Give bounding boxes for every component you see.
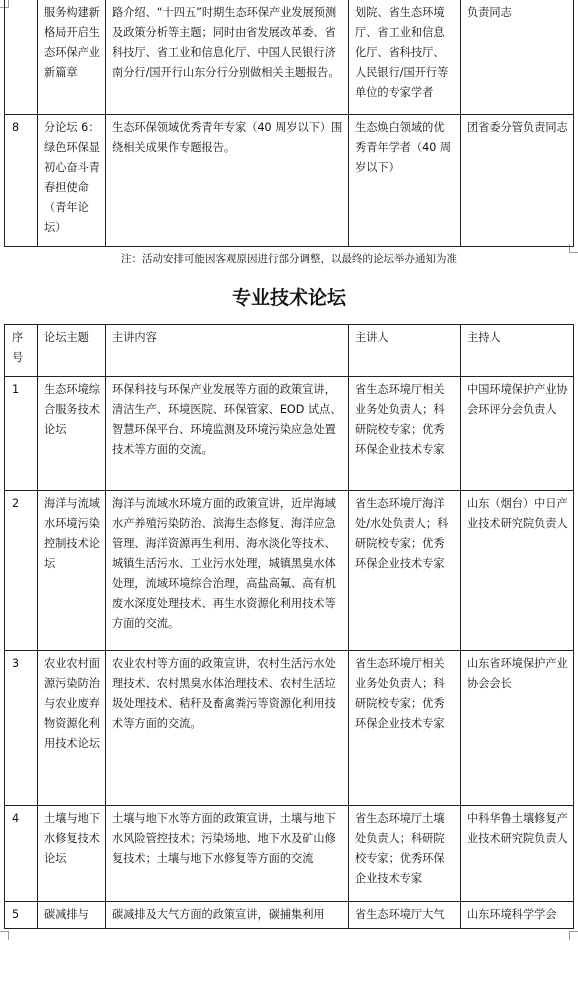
forum-content: 环保科技与环保产业发展等方面的政策宣讲，清洁生产、环境医院、环保管家、EOD 试点、智慧环保平台、环境监测及环境污染应急处置技术等方面的交流。 (106, 377, 349, 491)
table-row (5, 0, 574, 115)
row-number: 8 (5, 115, 38, 247)
forum-host: 中国环境保护产业协会环评分会负责人 (461, 377, 574, 491)
forum-content: 碳减排及大气方面的政策宣讲，碳捕集利用 (106, 902, 349, 929)
table-row (5, 902, 574, 929)
tech-forum-table (4, 324, 574, 929)
forum-speaker: 省生态环境厅海洋处/水处负责人；科研院校专家；优秀环保企业技术专家 (349, 491, 461, 651)
forum-theme: 土壤与地下水修复技术论坛 (38, 806, 106, 902)
forum-speaker: 省生态环境厅土壤处负责人；科研院校专家；优秀环保企业技术专家 (349, 806, 461, 902)
section-title: 专业技术论坛 (231, 287, 346, 309)
forum-content: 路介绍、“十四五”时期生态环保产业发展预测及政策分析等主题；同时由省发展改革委、省科技厅、省工业和信息化厅、中国人民银行济南分行/国开行山东分行分别做相关主题报告。 (106, 0, 349, 115)
forum-content: 海洋与流域水环境方面的政策宣讲，近岸海域水产养殖污染防治、滨海生态修复、海洋应急管理、海洋资源再生利用、海水淡化等技术、城镇生活污水、工业污水处理，城镇黑臭水体处理，流域环境综合治理，高盐高氟、高有机废水深度处理技术、再生水资源化利用技术等方面的交流。 (106, 491, 349, 651)
forum-host: 山东省环境保护产业协会会长 (461, 651, 574, 806)
table-row (5, 377, 574, 491)
forum-speaker: 划院、省生态环境厅、省工业和信息化厅、省科技厅、人民银行/国开行等单位的专家学者 (349, 0, 461, 115)
forum-host: 负责同志 (461, 0, 574, 115)
forum-speaker: 生态焕白领域的优秀青年学者（40 周岁以下） (349, 115, 461, 247)
header-theme: 论坛主题 (38, 325, 106, 377)
header-no: 序号 (5, 325, 38, 377)
forum-host: 中科华鲁土壤修复产业技术研究院负责人 (461, 806, 574, 902)
forum-theme: 服务构建新格局开启生态环保产业新篇章 (38, 0, 106, 115)
forum-host: 山东（烟台）中日产业技术研究院负责人 (461, 491, 574, 651)
forum-table-continued (4, 0, 574, 247)
row-number: 1 (5, 377, 38, 491)
forum-speaker: 省生态环境厅相关业务处负责人；科研院校专家；优秀环保企业技术专家 (349, 377, 461, 491)
row-number: 2 (5, 491, 38, 651)
forum-content: 生态环保领域优秀青年专家（40 周岁以下）围绕相关成果作专题报告。 (106, 115, 349, 247)
schedule-note: 注：活动安排可能因客观原因进行部分调整，以最终的论坛举办通知为准 (121, 253, 457, 265)
forum-theme: 碳减排与 (38, 902, 106, 929)
forum-speaker: 省生态环境厅大气 (349, 902, 461, 929)
forum-content: 土壤与地下水等方面的政策宣讲，土壤与地下水风险管控技术；污染场地、地下水及矿山修复技术；土壤与地下水修复等方面的交流 (106, 806, 349, 902)
header-speaker: 主讲人 (349, 325, 461, 377)
forum-theme: 生态环境综合服务技术论坛 (38, 377, 106, 491)
forum-speaker: 省生态环境厅相关业务处负责人；科研院校专家；优秀环保企业技术专家 (349, 651, 461, 806)
row-number: 4 (5, 806, 38, 902)
forum-theme: 农业农村面源污染防治与农业废弃物资源化利用技术论坛 (38, 651, 106, 806)
table-row (5, 651, 574, 806)
row-number (5, 0, 38, 115)
forum-host: 山东环境科学学会 (461, 902, 574, 929)
table-row (5, 491, 574, 651)
row-number: 5 (5, 902, 38, 929)
forum-content: 农业农村等方面的政策宣讲，农村生活污水处理技术、农村黑臭水体治理技术、农村生活垃圾处理技术、秸秆及畜禽粪污等资源化利用技术等方面的交流。 (106, 651, 349, 806)
header-content: 主讲内容 (106, 325, 349, 377)
forum-theme: 分论坛 6：绿色环保显初心奋斗青春担使命（青年论坛） (38, 115, 106, 247)
table-header-row (5, 325, 574, 377)
header-host: 主持人 (461, 325, 574, 377)
forum-theme: 海洋与流域水环境污染控制技术论坛 (38, 491, 106, 651)
table-row (5, 806, 574, 902)
row-number: 3 (5, 651, 38, 806)
table-row (5, 115, 574, 247)
forum-host: 团省委分管负责同志 (461, 115, 574, 247)
corner-mark-bottom-left (0, 931, 9, 940)
corner-mark-bottom-right (569, 931, 578, 940)
